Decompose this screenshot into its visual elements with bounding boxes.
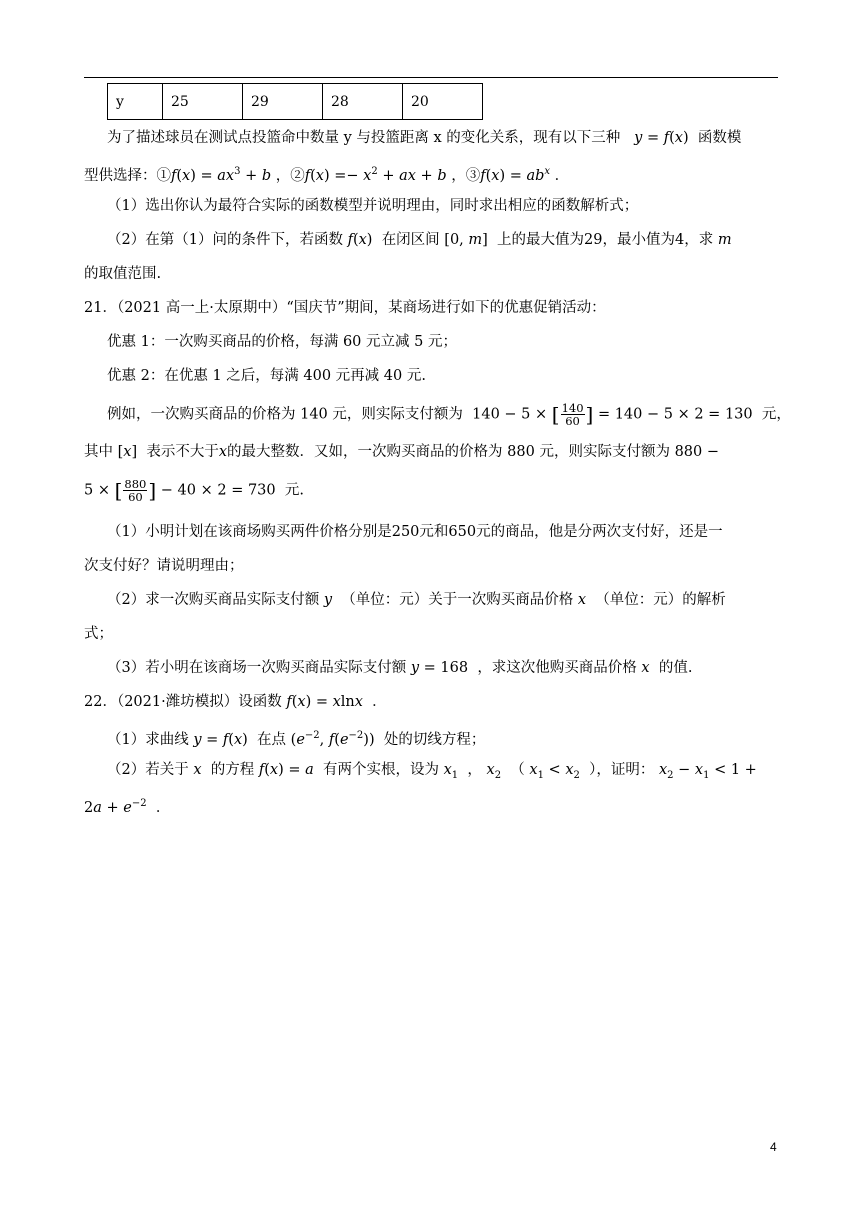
sep: ， bbox=[275, 167, 291, 184]
q22-part2-line: （2）若关于 x 的方程 f(x) = a 有两个实根，设为 $x_1$ ， $x_2$ （ $x_1 < x_2$ ），证明： $x_2 - x_1 < 1$ + bbox=[107, 762, 757, 781]
q22-p2c: 有两个实根，设为 bbox=[323, 762, 439, 778]
q21-example-line-2: 其中 [x] 表示不大于x的最大整数．又如，一次购买商品的价格为 880 元，则实际支付额为 880 − bbox=[84, 444, 719, 460]
q22-part1-line: （1）求曲线 y = f(x) 在点 ($e^{-2}$, $f(e^{-2})$) 处的切线方程； bbox=[107, 730, 486, 748]
q22-p1b: 在点 bbox=[257, 731, 287, 748]
q20-p2a: （2）在第（1）问的条件下，若函数 bbox=[107, 232, 343, 248]
q21-ex2-b: 表示不大于 bbox=[146, 444, 219, 460]
q22-head-end: ． bbox=[372, 694, 387, 710]
q21-example-line-3: 5 × [ $\frac{880}{60}$ ] − 40 × 2 = 730 元. bbox=[84, 477, 304, 504]
page-number: 4 bbox=[770, 1140, 777, 1154]
q21-p3a: （3）若小明在该商场一次购买商品实际支付额 bbox=[107, 660, 407, 676]
q21-p3b: ，求这次他购买商品价格 bbox=[477, 660, 637, 676]
option-3-mark: ③ bbox=[465, 167, 481, 184]
table-cell: 25 bbox=[163, 84, 243, 120]
table-cell: 29 bbox=[243, 84, 323, 120]
q21-ex2-c: 的最大整数．又如，一次购买商品的价格为 880 元，则实际支付额为 bbox=[227, 444, 670, 460]
q21-promo-2: 优惠 2：在优惠 1 之后，每满 400 元再减 40 元. bbox=[107, 368, 426, 384]
table-cell: 20 bbox=[403, 84, 483, 120]
q21-ex-b: 元， bbox=[761, 406, 791, 423]
table-row bbox=[108, 84, 483, 120]
q22-heading: 22．（2021·潍坊模拟）设函数 f(x) = xlnx ． bbox=[84, 694, 387, 710]
end-mark: ． bbox=[554, 167, 570, 184]
q21-ex-a: 例如，一次购买商品的价格为 140 元，则实际支付额为 bbox=[107, 406, 463, 423]
q22-p2a: （2）若关于 bbox=[107, 762, 189, 778]
q21-example-line: 例如，一次购买商品的价格为 140 元，则实际支付额为 140 − 5 × [ $\frac{140}{60}$ ] = 140 − 5 × 2 = 130 元， bbox=[107, 401, 791, 428]
q21-heading: 21．（2021 高一上·太原期中）“国庆节”期间，某商场进行如下的优惠促销活动： bbox=[84, 300, 606, 316]
q22-p2b: 的方程 bbox=[210, 762, 255, 778]
q20-options-line: 型供选择：①f(x) = $ax^3 + b$ ，②f(x) =− $x^2$ + ax + b ，③f(x) = $ab^x$ ． bbox=[84, 166, 570, 184]
q21-ex3-b: 元. bbox=[284, 482, 304, 499]
q21-part2-line: （2）求一次购买商品实际支付额 y （单位：元）关于一次购买商品价格 x （单位：元）的解析 bbox=[107, 592, 726, 608]
sep: ， bbox=[451, 167, 466, 184]
table-cell: y bbox=[108, 84, 163, 120]
q22-p2e: （ bbox=[510, 762, 525, 778]
fraction-140-60: $\frac{140}{60}$ bbox=[561, 401, 584, 428]
q22-head: 22．（2021·潍坊模拟）设函数 bbox=[84, 694, 282, 710]
q22-p2d: ， bbox=[467, 762, 482, 778]
fraction-880-60: $\frac{880}{60}$ bbox=[124, 477, 147, 504]
data-table bbox=[107, 83, 483, 120]
q21-p2b: （单位：元）关于一次购买商品价格 bbox=[341, 592, 574, 608]
q21-ex2-a: 其中 bbox=[84, 444, 113, 460]
q21-p2a: （2）求一次购买商品实际支付额 bbox=[107, 592, 320, 608]
q22-p2f: ），证明： bbox=[589, 762, 655, 778]
q20-options-label: 型供选择： bbox=[84, 167, 157, 184]
q20-p2c: 上的最大值为29，最小值为4，求 bbox=[497, 232, 714, 248]
q21-part3-line: （3）若小明在该商场一次购买商品实际支付额 y = 168 ，求这次他购买商品价格 x 的值. bbox=[107, 660, 693, 676]
q22-p1a: （1）求曲线 bbox=[107, 731, 189, 748]
q20-intro-line: 为了描述球员在测试点投篮命中数量 y 与投篮距离 x 的变化关系，现有以下三种 y = f(x) 函数模 bbox=[107, 130, 742, 146]
header-rule bbox=[84, 77, 778, 78]
q20-part2-end: 的取值范围. bbox=[84, 266, 162, 282]
table-cell: 28 bbox=[323, 84, 403, 120]
q22-p2-end: ． bbox=[155, 799, 171, 816]
q22-p1c: 处的切线方程； bbox=[383, 731, 486, 748]
q20-model-tail: 函数模 bbox=[697, 130, 742, 146]
q22-part2-end: $2a + e^{-2}$ ． bbox=[84, 798, 171, 816]
q20-p2b: 在闭区间 bbox=[381, 232, 440, 248]
q21-part1-a: （1）小明计划在该商场购买两件价格分别是250元和650元的商品，他是分两次支付好，还是一 bbox=[107, 524, 723, 540]
q21-p2c: （单位：元）的解析 bbox=[595, 592, 726, 608]
option-2-mark: ② bbox=[290, 167, 305, 184]
option-1-mark: ① bbox=[156, 167, 171, 184]
q20-part2-line: （2）在第（1）问的条件下，若函数 f(x) 在闭区间 [0, m] 上的最大值为29，最小值为4，求 m bbox=[107, 232, 732, 248]
q21-part1-b: 次支付好？请说明理由； bbox=[84, 558, 244, 574]
q21-p3c: 的值. bbox=[658, 660, 693, 676]
q21-part2-end: 式； bbox=[84, 626, 113, 642]
q20-part1: （1）选出你认为最符合实际的函数模型并说明理由，同时求出相应的函数解析式； bbox=[107, 198, 639, 214]
q21-promo-1: 优惠 1：一次购买商品的价格，每满 60 元立减 5 元； bbox=[107, 334, 457, 350]
q20-intro: 为了描述球员在测试点投篮命中数量 y 与投篮距离 x 的变化关系，现有以下三种 bbox=[107, 130, 621, 146]
